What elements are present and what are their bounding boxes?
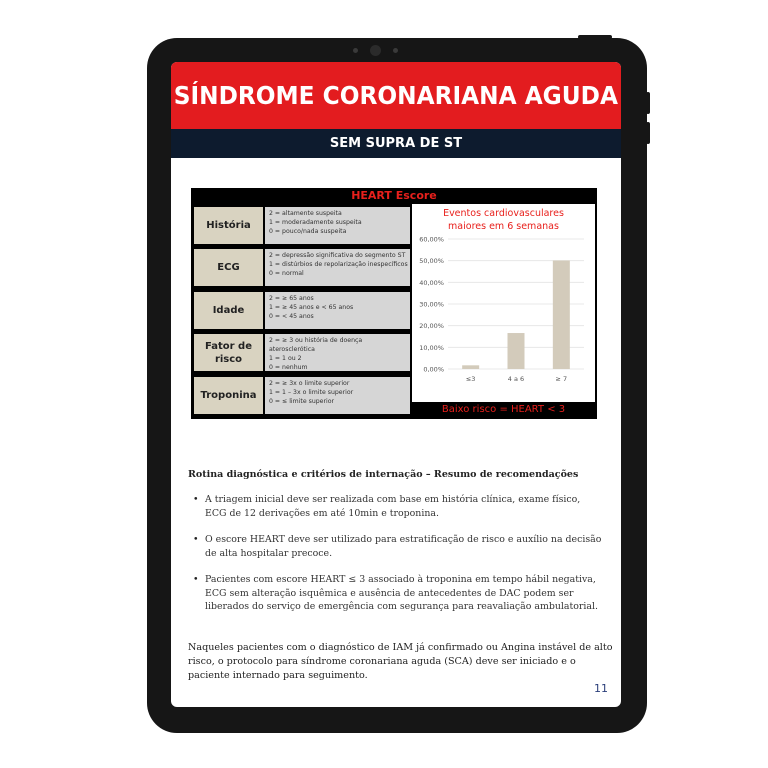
page-title: SÍNDROME CORONARIANA AGUDA: [173, 81, 619, 110]
criteria-line: 2 = ≥ 65 anos: [269, 295, 314, 302]
criteria-line: 2 = ≥ 3x o limite superior: [269, 380, 350, 387]
volume-down-button[interactable]: [646, 122, 650, 144]
heart-row-criteria: [265, 207, 410, 244]
y-tick-label: 40,00%: [419, 278, 444, 287]
criteria-line: 1 = 1 ou 2: [269, 355, 302, 362]
criteria-line: 0 = normal: [269, 270, 304, 277]
criteria-line: 1 = distúrbios de repolarização inespecíficos: [269, 261, 408, 268]
criteria-line: 2 = ≥ 3 ou história de doença aterosclerótica: [269, 337, 363, 353]
x-tick-label: ≥ 7: [555, 375, 568, 383]
heart-row-label: Fator de risco: [194, 334, 263, 371]
criteria-line: 0 = < 45 anos: [269, 313, 314, 320]
y-tick-label: 20,00%: [419, 322, 444, 331]
criteria-line: 0 = nenhum: [269, 364, 308, 371]
recommendation-item: • O escore HEART deve ser utilizado para estratificação de risco e auxílio na decisão de alta hospitalar precoce.: [193, 533, 603, 560]
heart-row-criteria: [265, 249, 410, 286]
chart-panel: [412, 204, 595, 402]
volume-up-button[interactable]: [646, 92, 650, 114]
chart-title-line: Eventos cardiovasculares: [443, 208, 564, 219]
recommendation-item: • Pacientes com escore HEART ≤ 3 associado à troponina em tempo hábil negativa, ECG sem alteração isquêmica e ausência de antecedentes de DAC podem ser liberados do serviço de emergência com segurança para reavaliação ambulatorial.: [193, 573, 603, 614]
heart-score-figure: [191, 188, 597, 419]
y-tick-label: 10,00%: [419, 343, 444, 352]
heart-row-criteria: [265, 334, 410, 371]
recommendations-heading: Rotina diagnóstica e critérios de internação – Resumo de recomendações: [188, 469, 579, 480]
heart-row-label: Troponina: [194, 377, 263, 414]
low-risk-footer: Baixo risco = HEART < 3: [412, 402, 595, 417]
x-tick-label: 4 a 6: [507, 375, 525, 383]
criteria-line: 2 = depressão significativa do segmento ST: [269, 252, 406, 259]
criteria-line: 0 = pouco/nada suspeita: [269, 228, 347, 235]
y-tick-label: 30,00%: [419, 300, 444, 309]
page-number: 11: [594, 682, 608, 695]
criteria-line: 1 = moderadamente suspeita: [269, 219, 362, 226]
camera-icon: [370, 45, 381, 56]
chart-bar: [462, 365, 479, 369]
heart-row-criteria: [265, 377, 410, 414]
heart-figure-title: HEART Escore: [351, 189, 437, 202]
criteria-line: 0 = ≤ limite superior: [269, 398, 335, 405]
criteria-line: 2 = altamente suspeita: [269, 210, 342, 217]
x-tick-label: ≤3: [465, 375, 476, 383]
y-tick-label: 50,00%: [419, 257, 444, 266]
subtitle-banner: [171, 129, 621, 158]
heart-row-criteria: [265, 292, 410, 329]
events-bar-chart: [412, 204, 595, 402]
heart-row-label: Idade: [194, 292, 263, 329]
y-tick-label: 60,00%: [419, 235, 444, 244]
page-subtitle: SEM SUPRA DE ST: [329, 136, 463, 151]
chart-title-line: maiores em 6 semanas: [448, 221, 559, 232]
title-banner: [171, 62, 621, 129]
recommendation-item: • A triagem inicial deve ser realizada com base em história clínica, exame físico, ECG de 12 derivações em até 10min e troponina.: [193, 493, 603, 520]
heart-row-label: História: [194, 207, 263, 244]
power-button[interactable]: [578, 35, 612, 39]
tablet-screen: [171, 62, 621, 707]
heart-row-label: ECG: [194, 249, 263, 286]
y-tick-label: 0,00%: [423, 365, 444, 374]
chart-bar: [508, 333, 525, 369]
criteria-line: 1 = ≥ 45 anos e < 65 anos: [269, 304, 354, 311]
criteria-line: 1 = 1 – 3x o limite superior: [269, 389, 354, 396]
chart-bar: [553, 260, 570, 369]
sensor-dot-left: [353, 48, 358, 53]
recommendations-list: [193, 493, 603, 627]
closing-paragraph: Naqueles pacientes com o diagnóstico de IAM já confirmado ou Angina instável de alto risco, o protocolo para síndrome coronariana aguda (SCA) deve ser iniciado e o paciente internado para seguimento.: [188, 642, 613, 681]
sensor-dot-right: [393, 48, 398, 53]
